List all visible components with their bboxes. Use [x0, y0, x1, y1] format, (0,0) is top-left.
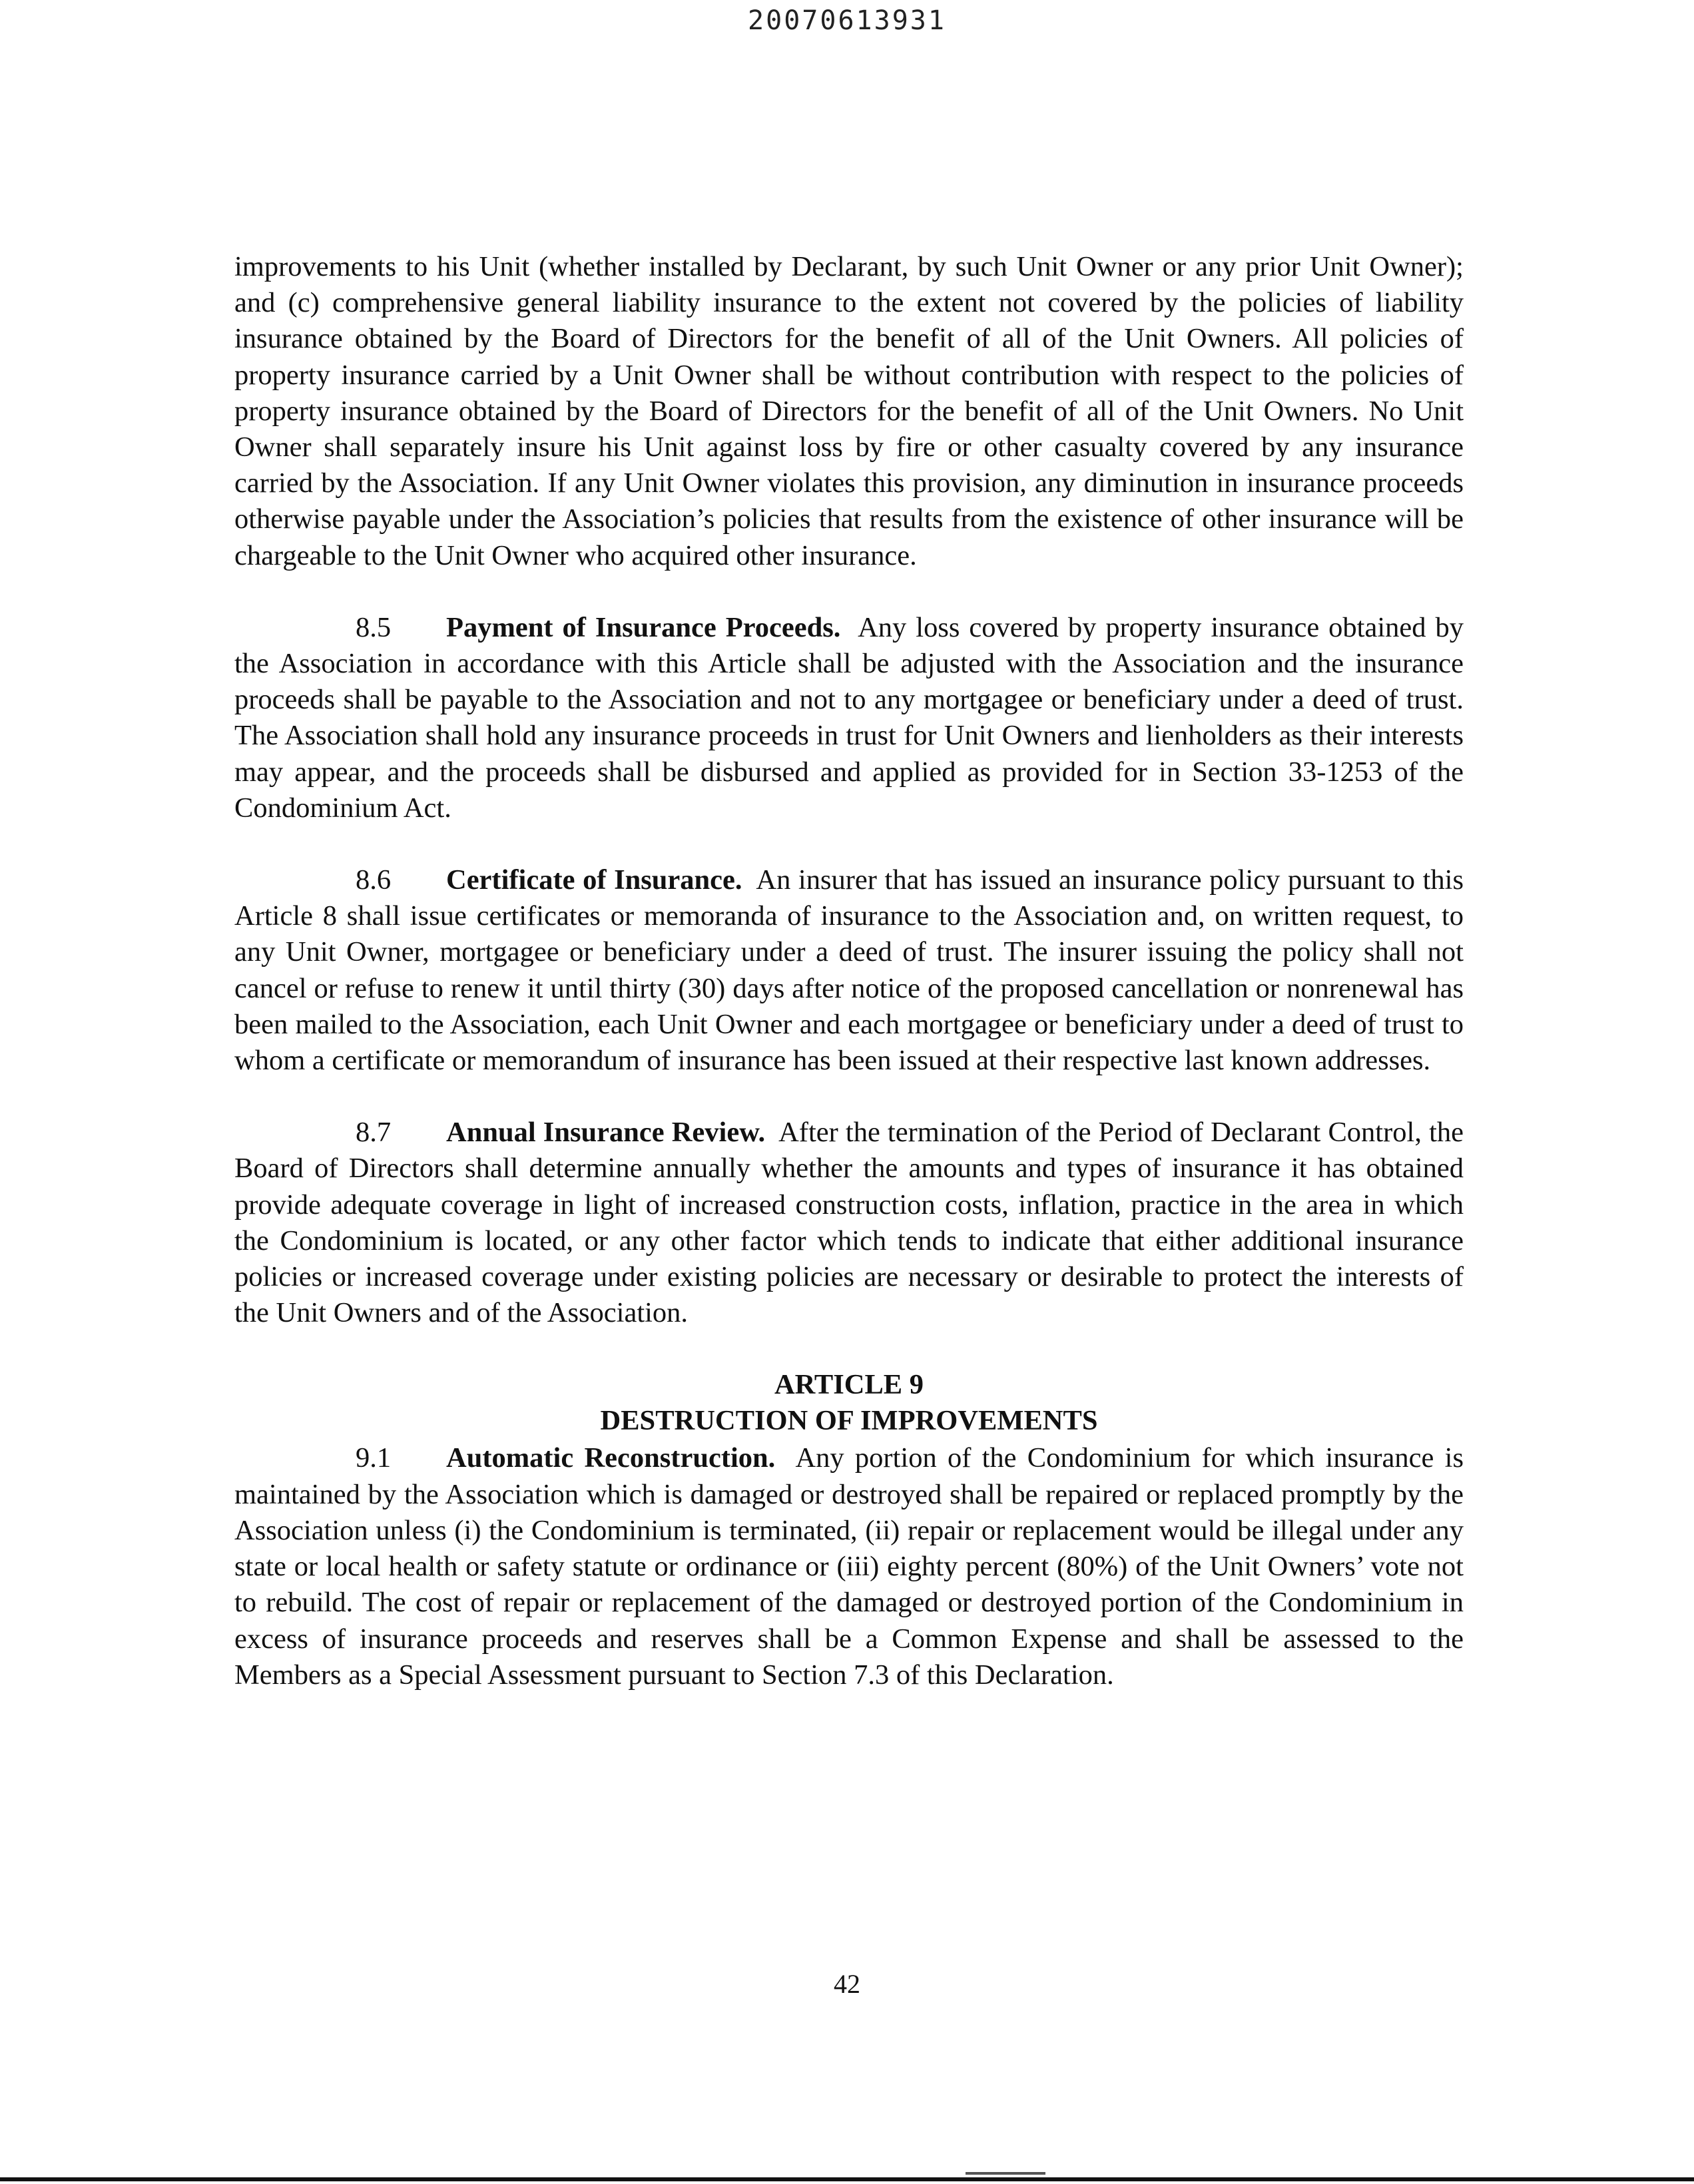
scan-bottom-edge — [0, 2177, 1694, 2181]
article-title: DESTRUCTION OF IMPROVEMENTS — [600, 1405, 1098, 1437]
intro-paragraph: improvements to his Unit (whether installed by Declarant, by such Unit Owner or any prior Unit Owner); and (c) comprehensive general liability insurance to the extent not covered by the policies of liability insurance obtained by the Board of Directors for the benefit of all of the Unit Owners. All policies of property insurance carried by a Unit Owner shall be without contribution with respect to the policies of property insurance obtained by the Board of Directors for the benefit of all of the Unit Owners. No Unit Owner shall separately insure his Unit against loss by fire or other casualty covered by any insurance carried by the Association. If any Unit Owner violates this provision, any diminution in insurance proceeds otherwise payable under the Association’s policies that results from the existence of other insurance will be chargeable to the Unit Owner who acquired other insurance. — [234, 251, 1464, 571]
section-text: An insurer that has issued an insurance policy pursuant to this Article 8 shall issue certificates or memoranda of insurance to the Association and, on written request, to any Unit Owner, mortgagee or beneficiary under a deed of trust. The insurer issuing the policy shall not cancel or refuse to renew it until thirty (30) days after notice of the proposed cancellation or nonrenewal has been mailed to the Association, each Unit Owner and each mortgagee or beneficiary under a deed of trust to whom a certificate or memorandum of insurance has been issued at their respective last known addresses. — [234, 864, 1464, 1077]
scan-edge-mark — [966, 2172, 1045, 2175]
section-number: 8.5 — [356, 611, 392, 643]
section-number: 8.7 — [356, 1117, 392, 1149]
document-id: 20070613931 — [748, 5, 946, 36]
article-heading — [234, 1367, 1464, 1439]
section-text: Any loss covered by property insurance obtained by the Association in accordance with this Article shall be adjusted with the Association and the insurance proceeds shall be payable to the Association and not to any mortgagee or beneficiary under a deed of trust. The Association shall hold any insurance proceeds in trust for Unit Owners and lienholders as their interests may appear, and the proceeds shall be disbursed and applied as provided for in Section 33-1253 of the Condominium Act. — [234, 611, 1464, 824]
section-8-6 — [234, 862, 1464, 1079]
section-8-5 — [234, 610, 1464, 826]
section-9-1 — [234, 1440, 1464, 1693]
section-number: 9.1 — [356, 1442, 392, 1474]
section-8-7 — [234, 1115, 1464, 1331]
section-title: Certificate of Insurance. — [446, 864, 742, 896]
document-body — [234, 249, 1464, 1729]
section-number: 8.6 — [356, 864, 392, 896]
section-title: Automatic Reconstruction. — [446, 1442, 776, 1474]
article-number: ARTICLE 9 — [774, 1369, 924, 1401]
section-text: After the termination of the Period of Declarant Control, the Board of Directors shall determine annually whether the amounts and types of insurance it has obtained provide adequate coverage in light of increased construction costs, inflation, practice in the area in which the Condominium is located, or any other factor which tends to indicate that either additional insurance policies or increased coverage under existing policies are necessary or desirable to protect the interests of the Unit Owners and of the Association. — [234, 1117, 1464, 1329]
section-title: Annual Insurance Review. — [446, 1117, 766, 1149]
page-number: 42 — [834, 1969, 860, 1999]
section-text: Any portion of the Condominium for which insurance is maintained by the Association which is damaged or destroyed shall be repaired or replaced promptly by the Association unless (i) the Condominium is terminated, (ii) repair or replacement would be illegal under any state or local health or safety statute or ordinance or (iii) eighty percent (80%) of the Unit Owners’ vote not to rebuild. The cost of repair or replacement of the damaged or destroyed portion of the Condominium in excess of insurance proceeds and reserves shall be a Common Expense and shall be assessed to the Members as a Special Assessment pursuant to Section 7.3 of this Declaration. — [234, 1442, 1464, 1691]
section-title: Payment of Insurance Proceeds. — [446, 611, 841, 643]
